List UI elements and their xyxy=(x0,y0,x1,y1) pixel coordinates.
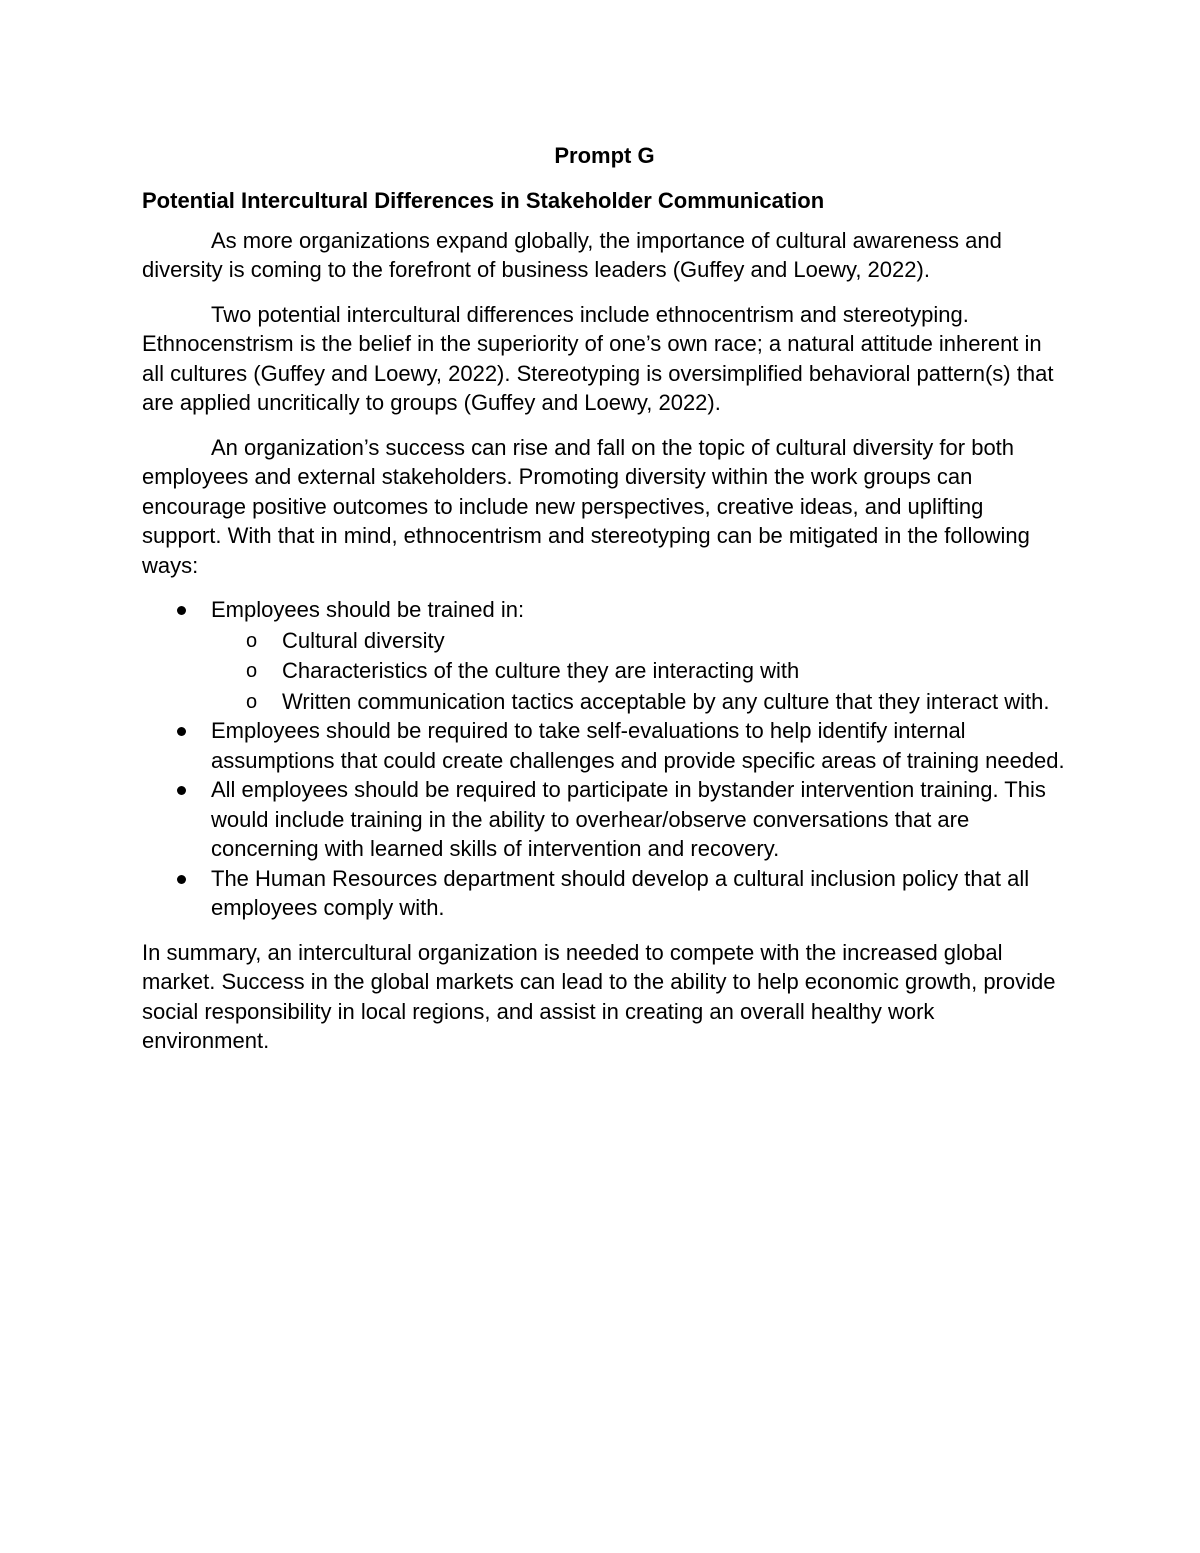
sub-list-item xyxy=(211,687,1067,717)
sub-list-item-text: Written communication tactics acceptable by any culture that they interact with. xyxy=(282,688,1050,714)
list-item-text: All employees should be required to participate in bystander intervention training. This would include training in the ability to overhear/observe conversations that are concerning with learned skills of intervention and recovery. xyxy=(211,777,1046,861)
document-title: Prompt G xyxy=(554,143,655,168)
list-item-text: Employees should be required to take self-evaluations to help identify internal assumptions that could create challenges and provide specific areas of training needed. xyxy=(211,718,1065,773)
circle-bullet-icon: o xyxy=(246,629,258,652)
bullet-icon xyxy=(177,786,186,795)
paragraph-summary: In summary, an intercultural organization is needed to compete with the increased global market. Success in the global markets can lead to the ability to help economic growth, provide social responsibility in local regions, and assist in creating an overall healthy work environment. xyxy=(142,939,1056,1053)
list-item xyxy=(142,775,1067,864)
paragraph-mitigation: An organization’s success can rise and fall on the topic of cultural diversity for both employees and external stakeholders. Promoting diversity within the work groups can encourage positive outcomes to include new perspectives, creative ideas, and uplifting support. With that in mind, ethnocentrism and stereotyping can be mitigated in the following ways: xyxy=(142,434,1030,578)
sub-list-item xyxy=(211,656,1067,686)
document-content xyxy=(142,138,1067,1056)
bullet-icon xyxy=(177,606,186,615)
list-item-text: Employees should be trained in: xyxy=(211,597,525,622)
bullet-icon xyxy=(177,727,186,736)
list-item xyxy=(142,595,1067,716)
circle-bullet-icon: o xyxy=(246,660,258,682)
mitigation-list xyxy=(142,595,1067,923)
list-item xyxy=(142,716,1067,775)
sub-list-item-text: Characteristics of the culture they are interacting with xyxy=(282,658,800,683)
paragraph-intro: As more organizations expand globally, the importance of cultural awareness and diversity is coming to the forefront of business leaders (Guffey and Loewy, 2022). xyxy=(142,227,1002,282)
list-item-text: The Human Resources department should develop a cultural inclusion policy that all employees comply with. xyxy=(211,865,1030,920)
sub-list-item xyxy=(211,626,1067,656)
training-sublist xyxy=(211,626,1067,717)
bullet-icon xyxy=(177,875,186,884)
list-item xyxy=(142,864,1067,923)
circle-bullet-icon: o xyxy=(246,690,258,713)
paragraph-differences: Two potential intercultural differences include ethnocentrism and stereotyping. Ethnocenstrism is the belief in the superiority of one’s own race; a natural attitude inherent in all cultures (Guffey and Loewy, 2022). Stereotyping is oversimplified behavioral pattern(s) that are applied uncritically to groups (Guffey and Loewy, 2022). xyxy=(142,301,1054,415)
sub-list-item-text: Cultural diversity xyxy=(282,627,445,653)
section-heading: Potential Intercultural Differences in Stakeholder Communication xyxy=(142,188,825,213)
